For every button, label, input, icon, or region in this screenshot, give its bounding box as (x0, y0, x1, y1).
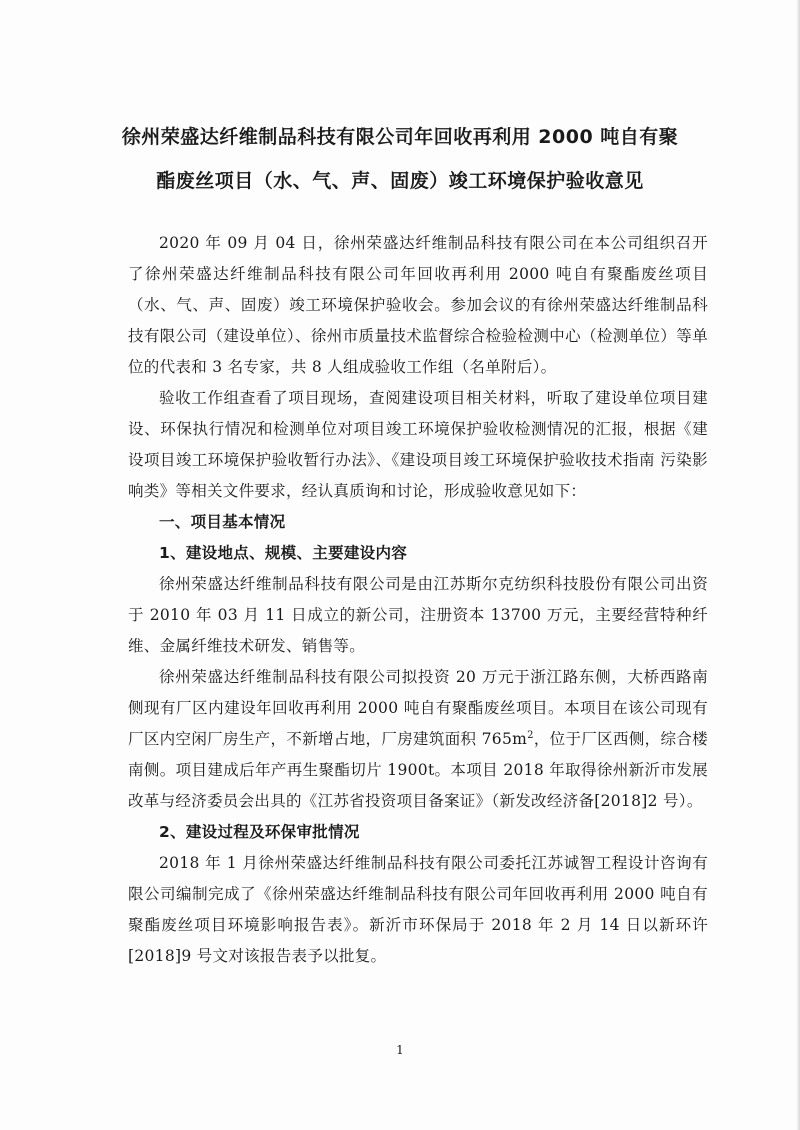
subsection-heading-approval: 2、建设过程及环保审批情况 (159, 823, 360, 841)
document-body (128, 228, 708, 972)
paragraph-project-part-a: 徐州荣盛达纤维制品科技有限公司拟投资 20 万元于浙江路东侧，大桥西路南侧现有厂区内建设年回收再利用 2000 吨自有聚酯废丝项目。本项目在该公司现有厂区内空闲厂房生产，不新增占地，厂房建筑面积 765m (128, 668, 708, 748)
page-number: 1 (396, 1043, 404, 1057)
superscript-square: 2 (527, 729, 534, 741)
subsection-heading-location-scale: 1、建设地点、规模、主要建设内容 (159, 544, 408, 562)
paragraph-project-part-b: ，位于厂区西侧，综合楼南侧。项目建成后年产再生聚酯切片 1900t。本项目 2018 年取得徐州新沂市发展改革与经济委员会出具的《江苏省投资项目备案证》（新发改经济备[2018]2 号）。 (128, 730, 708, 810)
document-title-line-1: 徐州荣盛达纤维制品科技有限公司年回收再利用 2000 吨自有聚 (121, 126, 679, 148)
paragraph-project (128, 662, 708, 817)
paragraph-approval: 2018 年 1 月徐州荣盛达纤维制品科技有限公司委托江苏诚智工程设计咨询有限公司编制完成了《徐州荣盛达纤维制品科技有限公司年回收再利用 2000 吨自有聚酯废丝项目环境影响报告表》。新沂市环保局于 2018 年 2 月 14 日以新环许[2018]9 号文对该报告表予以批复。 (128, 854, 708, 965)
paragraph-intro: 2020 年 09 月 04 日，徐州荣盛达纤维制品科技有限公司在本公司组织召开了徐州荣盛达纤维制品科技有限公司年回收再利用 2000 吨自有聚酯废丝项目（水、气、声、固废）竣工环境保护验收会。参加会议的有徐州荣盛达纤维制品科技有限公司（建设单位）、徐州市质量技术监督综合检验检测中心（检测单位）等单位的代表和 3 名专家，共 8 人组成验收工作组（名单附后）。 (128, 234, 708, 376)
section-heading-basic-info: 一、项目基本情况 (159, 513, 286, 531)
document-title-line-2: 酯废丝项目（水、气、声、固废）竣工环境保护验收意见 (156, 170, 644, 192)
paragraph-review: 验收工作组查看了项目现场，查阅建设项目相关材料，听取了建设单位项目建设、环保执行情况和检测单位对项目竣工环境保护验收检测情况的汇报，根据《建设项目竣工环境保护验收暂行办法》、《建设项目竣工环境保护验收技术指南 污染影响类》等相关文件要求，经认真质询和讨论，形成验收意见如下： (128, 389, 708, 500)
paragraph-company: 徐州荣盛达纤维制品科技有限公司是由江苏斯尔克纺织科技股份有限公司出资于 2010 年 03 月 11 日成立的新公司，注册资本 13700 万元，主要经营特种纤维、金属纤维技术研发、销售等。 (128, 575, 708, 655)
scan-edge-shadow (796, 0, 800, 1130)
